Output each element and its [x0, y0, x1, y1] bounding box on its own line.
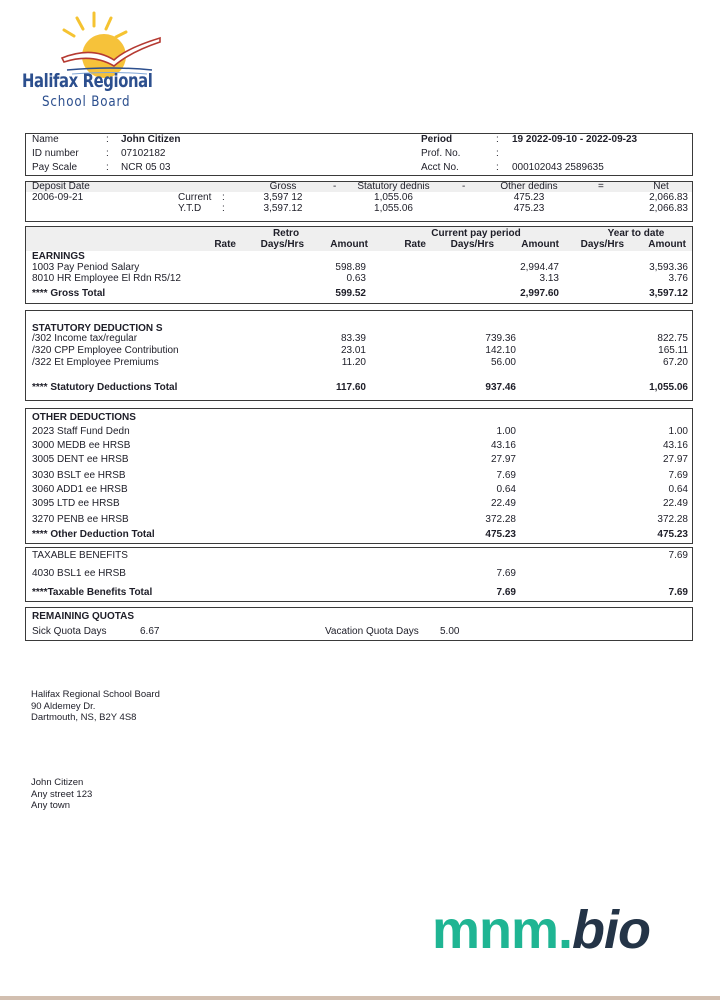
sender-line: Dartmouth, NS, B2Y 4S8 [31, 712, 137, 723]
payscale-label: Pay Scale [32, 162, 78, 173]
prof-sep: : [496, 148, 499, 159]
gross-total-label: **** Gross Total [32, 288, 106, 299]
other-total-current: 475.23 [485, 529, 516, 540]
bottom-border-bar [0, 996, 720, 1000]
ytd-label: Y.T.D [178, 203, 202, 214]
logo-subtitle: School Board [42, 94, 131, 110]
other-row-current: 27.97 [490, 454, 516, 465]
other-header: Other dedins [500, 181, 558, 192]
current-sep: : [222, 192, 225, 203]
ytd-stat: 1,055.06 [374, 203, 413, 214]
statutory-row-ytd: 822.75 [657, 333, 688, 344]
benefits-total-ytd: 7.69 [668, 587, 688, 598]
ytd-group-header: Year to date [607, 228, 665, 239]
earnings-row-current: 2,994.47 [520, 262, 559, 273]
statutory-row-label: /320 CPP Employee Contribution [32, 345, 179, 356]
earnings-row-label: 8010 HR Employee El Rdn R5/12 [32, 273, 181, 284]
current-label: Current [178, 192, 212, 203]
col-ytd-days: Days/Hrs [580, 239, 624, 250]
recipient-address [31, 777, 92, 812]
pay-summary-box [25, 181, 693, 222]
quotas-title: REMAINING QUOTAS [32, 611, 135, 622]
other-row-current: 22.49 [490, 498, 516, 509]
statutory-row-ytd: 165.11 [658, 345, 688, 356]
minus-sign: - [462, 181, 466, 192]
statutory-deductions-box [25, 310, 693, 401]
vacation-quota-value: 5.00 [440, 626, 460, 637]
recipient-line: Any street 123 [31, 788, 93, 800]
col-retro-rate: Rate [214, 239, 236, 250]
current-net: 2,066.83 [649, 192, 688, 203]
col-ytd-amount: Amount [648, 239, 686, 250]
sender-line: Halifax Regional School Board [31, 689, 160, 700]
statutory-total-current: 937.46 [485, 382, 516, 393]
other-row-ytd: 0.64 [668, 484, 688, 495]
earnings-row-ytd: 3,593.36 [649, 262, 688, 273]
other-row-label: 3060 ADD1 ee HRSB [32, 484, 128, 495]
statutory-row-current: 739.36 [485, 333, 516, 344]
benefits-total-label: ****Taxable Benefits Total [32, 587, 153, 598]
taxable-benefits-box [25, 547, 693, 602]
current-other: 475.23 [513, 192, 545, 203]
acct-value: 000102043 2589635 [512, 162, 604, 173]
current-gross: 3,597 12 [263, 192, 303, 203]
benefits-title-ytd: 7.69 [668, 550, 688, 561]
other-row-label: 2023 Staff Fund Dedn [32, 426, 130, 437]
watermark-suffix: bio [572, 900, 651, 960]
other-row-current: 372.28 [485, 514, 516, 525]
earnings-row-retro: 0.63 [346, 273, 366, 284]
sick-quota-value: 6.67 [140, 626, 160, 637]
statutory-row-retro: 11.20 [341, 357, 366, 368]
remaining-quotas-box [25, 607, 693, 641]
statutory-total-retro: 117.60 [335, 382, 366, 393]
other-row-label: 3095 LTD ee HRSB [32, 498, 120, 509]
period-sep: : [496, 134, 499, 145]
other-row-label: 3030 BSLT ee HRSB [32, 470, 126, 481]
other-total-label: **** Other Deduction Total [32, 529, 155, 540]
gross-total-retro: 599.52 [335, 288, 366, 299]
acct-sep: : [496, 162, 499, 173]
earnings-row-ytd: 3.76 [668, 273, 688, 284]
retro-group-header: Retro [272, 228, 300, 239]
vacation-quota-label: Vacation Quota Days [325, 626, 419, 637]
id-sep: : [106, 148, 109, 159]
other-row-ytd: 22.49 [662, 498, 688, 509]
gross-total-current: 2,997.60 [520, 288, 559, 299]
name-sep: : [106, 134, 109, 145]
sender-address [31, 689, 160, 724]
minus-sign: - [333, 181, 337, 192]
other-row-ytd: 1.00 [668, 426, 688, 437]
other-row-current: 7.69 [496, 470, 516, 481]
recipient-line: Any town [31, 800, 71, 811]
statutory-row-current: 56.00 [490, 357, 516, 368]
other-row-ytd: 43.16 [662, 440, 688, 451]
statutory-row-retro: 83.39 [340, 333, 366, 344]
equals-sign: = [598, 181, 604, 192]
name-label: Name [32, 134, 59, 145]
current-group-header: Current pay period [431, 228, 521, 239]
ytd-net: 2,066.83 [649, 203, 688, 214]
ytd-other: 475.23 [513, 203, 545, 214]
col-current-rate: Rate [404, 239, 426, 250]
statutory-title: STATUTORY DEDUCTION S [32, 323, 163, 334]
watermark-logo [432, 900, 650, 960]
acct-label: Acct No. [421, 162, 459, 173]
employee-name: John Citizen [121, 134, 181, 145]
col-current-amount: Amount [521, 239, 559, 250]
logo-title: Halifax Regional [22, 70, 153, 92]
statutory-total-ytd: 1,055.06 [649, 382, 688, 393]
gross-total-ytd: 3,597.12 [649, 288, 688, 299]
other-row-label: 3000 MEDB ee HRSB [32, 440, 131, 451]
sick-quota-label: Sick Quota Days [32, 626, 107, 637]
earnings-row-retro: 598.89 [335, 262, 366, 273]
period-value: 19 2022-09-10 - 2022-09-23 [512, 134, 638, 145]
earnings-box [25, 226, 693, 304]
benefits-row-current: 7.69 [496, 568, 516, 579]
col-retro-amount: Amount [330, 239, 368, 250]
prof-label: Prof. No. [421, 148, 461, 159]
stat-header: Statutory dednis [357, 181, 430, 192]
period-label: Period [421, 134, 453, 145]
other-row-label: 3005 DENT ee HRSB [32, 454, 129, 465]
payscale-value: NCR 05 03 [121, 162, 171, 173]
other-row-current: 1.00 [496, 426, 516, 437]
col-retro-days: Days/Hrs [260, 239, 304, 250]
statutory-row-label: /322 Et Employee Premiums [32, 357, 159, 368]
id-label: ID number [32, 148, 79, 159]
recipient-line: John Citizen [31, 777, 84, 788]
other-deductions-title: OTHER DEDUCTIONS [32, 412, 136, 423]
col-current-days: Days/Hrs [450, 239, 494, 250]
statutory-row-ytd: 67.20 [662, 357, 688, 368]
other-row-ytd: 7.69 [668, 470, 688, 481]
benefits-row-label: 4030 BSL1 ee HRSB [32, 568, 126, 579]
deposit-date: 2006-09-21 [32, 192, 84, 203]
statutory-row-retro: 23.01 [340, 345, 366, 356]
benefits-title: TAXABLE BENEFITS [32, 550, 128, 561]
other-row-label: 3270 PENB ee HRSB [32, 514, 129, 525]
earnings-row-current: 3.13 [539, 273, 559, 284]
ytd-gross: 3,597.12 [263, 203, 303, 214]
earnings-title: EARNINGS [32, 251, 85, 262]
gross-header: Gross [269, 181, 297, 192]
benefits-total-current: 7.69 [496, 587, 516, 598]
other-deductions-box [25, 408, 693, 544]
employee-id: 07102182 [121, 148, 166, 159]
sender-line: 90 Aldemey Dr. [31, 700, 96, 712]
net-header: Net [653, 181, 669, 192]
statutory-total-label: **** Statutory Deductions Total [32, 382, 178, 393]
watermark-main: mnm. [432, 900, 573, 960]
statutory-row-current: 142.10 [485, 345, 516, 356]
current-stat: 1,055.06 [374, 192, 413, 203]
employee-info-box [25, 133, 693, 176]
other-row-current: 0.64 [496, 484, 516, 495]
other-row-current: 43.16 [490, 440, 516, 451]
earnings-row-label: 1003 Pay Peniod Salary [32, 262, 140, 273]
payscale-sep: : [106, 162, 109, 173]
other-row-ytd: 27.97 [662, 454, 688, 465]
other-row-ytd: 372.28 [657, 514, 688, 525]
statutory-row-label: /302 Income tax/regular [32, 333, 138, 344]
other-total-ytd: 475.23 [657, 529, 688, 540]
ytd-sep: : [222, 203, 225, 214]
deposit-date-label: Deposit Date [32, 181, 90, 192]
